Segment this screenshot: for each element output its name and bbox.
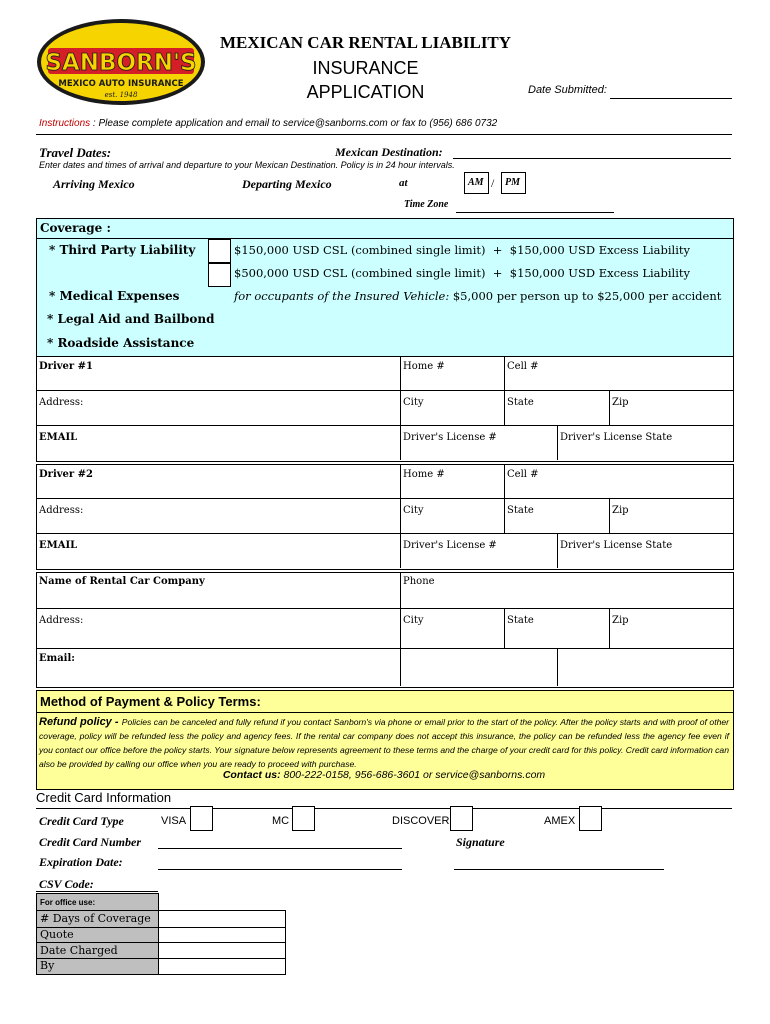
logo-tagline: MEXICO AUTO INSURANCE	[58, 79, 184, 89]
refund-policy-text: Policies can be canceled and fully refund if you contact Sanborn's via phone or email prior to the start of the policy. After the policy starts and with proof of other coverage, policy will be refunded less the policy and agency fees. If the rental car company does not accept this insurance, the policy can be refunded less the agency fee even if you contact our office before the policy starts. Your signature below represents agreement to these terms and the charge of your credit card for this policy. Credit card information can also be provided by calling our office when you are ready to proceed with purchase.	[39, 717, 730, 769]
date-submitted-field[interactable]	[610, 98, 732, 99]
driver2-address-label: Address:	[39, 505, 84, 516]
logo-name: SANBORN'S	[45, 50, 197, 76]
driver2-name-field[interactable]	[37, 482, 399, 497]
medical-desc-text: $5,000 per person up to $25,000 per accident	[449, 289, 722, 303]
driver2-email-field[interactable]	[37, 553, 399, 567]
instructions	[39, 118, 497, 129]
medical-desc-label: for occupants of the Insured Vehicle:	[234, 289, 450, 303]
driver2-state-label: State	[507, 505, 534, 516]
row-divider	[37, 958, 285, 959]
coverage-title: Coverage :	[40, 221, 111, 235]
rental-company-label: Name of Rental Car Company	[39, 576, 205, 587]
office-row-label: Quote	[40, 928, 74, 941]
rental-address-field[interactable]	[37, 628, 399, 647]
driver1-license-label: Driver's License #	[403, 432, 497, 443]
driver2-cell-label: Cell #	[507, 469, 539, 480]
refund-policy	[39, 715, 729, 771]
card-number-label: Credit Card Number	[39, 835, 142, 849]
travel-dates-title: Travel Dates:	[39, 145, 112, 160]
option1-checkbox[interactable]	[208, 239, 231, 263]
driver1-city-label: City	[403, 397, 424, 408]
driver2-address-field[interactable]	[37, 518, 399, 532]
amex-label: AMEX	[544, 815, 576, 827]
instructions-colon: :	[90, 118, 99, 129]
driver1-state-label: State	[507, 397, 534, 408]
col-divider	[609, 608, 610, 648]
am-box[interactable]	[464, 172, 489, 194]
rental-state-label: State	[507, 615, 534, 626]
row-divider	[37, 942, 285, 943]
mc-label: MC	[272, 815, 290, 827]
row-divider	[36, 498, 733, 499]
card-type-label: Credit Card Type	[39, 814, 124, 828]
rental-phone-label: Phone	[403, 576, 435, 587]
instructions-label: Instructions	[39, 118, 91, 129]
expiration-field[interactable]	[158, 869, 402, 870]
rental-company-field[interactable]	[37, 590, 399, 607]
driver2-title: Driver #2	[39, 469, 93, 480]
rental-zip-label: Zip	[612, 615, 629, 626]
contact-line	[36, 769, 732, 781]
credit-card-title: Credit Card Information	[36, 790, 172, 805]
travel-note: Enter dates and times of arrival and departure to your Mexican Destination. Policy is in 24 hour intervals.	[39, 160, 455, 170]
instructions-text: Please complete application and email to service@sanborns.com or fax to (956) 686 0732	[98, 118, 498, 129]
rental-email-field[interactable]	[37, 667, 399, 685]
third-party-label: * Third Party Liability	[49, 243, 196, 257]
driver1-address-label: Address:	[39, 397, 84, 408]
office-row-label: By	[40, 959, 55, 972]
logo-est: est. 1948	[104, 91, 138, 99]
row-divider	[36, 390, 733, 391]
time-zone-field[interactable]	[456, 212, 614, 213]
contact-label: Contact us:	[222, 769, 281, 781]
col-divider	[557, 533, 558, 568]
driver2-home-label: Home #	[403, 469, 445, 480]
mc-checkbox[interactable]	[292, 806, 315, 831]
csv-field[interactable]	[36, 891, 158, 892]
office-use-table	[36, 910, 286, 975]
col-divider	[400, 572, 401, 686]
row-divider	[36, 533, 733, 534]
office-row-label: # Days of Coverage	[40, 912, 151, 925]
col-divider	[400, 356, 401, 460]
col-divider	[557, 425, 558, 460]
driver1-license-state-label: Driver's License State	[560, 432, 673, 443]
coverage-title-divider	[36, 238, 733, 239]
driver1-email-field[interactable]	[37, 445, 399, 459]
refund-policy-label: Refund policy -	[39, 716, 122, 728]
visa-label: VISA	[161, 815, 187, 827]
col-divider	[609, 390, 610, 425]
driver1-address-field[interactable]	[37, 410, 399, 424]
driver2-license-label: Driver's License #	[403, 540, 497, 551]
legal-aid-label: * Legal Aid and Bailbond	[47, 312, 215, 326]
driver1-title: Driver #1	[39, 361, 93, 372]
row-divider	[37, 927, 285, 928]
at-label: at	[399, 177, 408, 189]
medical-label: * Medical Expenses	[49, 289, 180, 303]
col-divider	[504, 356, 505, 425]
card-number-field[interactable]	[158, 848, 402, 849]
am-pm-slash: /	[491, 176, 495, 190]
arriving-label: Arriving Mexico	[53, 177, 135, 191]
expiration-label: Expiration Date:	[39, 855, 123, 869]
coverage-option1: $150,000 USD CSL (combined single limit) + $150,000 USD Excess Liability	[234, 243, 691, 257]
office-use-title: For office use:	[40, 898, 96, 907]
driver2-email-label: EMAIL	[39, 540, 78, 551]
destination-label: Mexican Destination:	[335, 145, 443, 159]
csv-label: CSV Code:	[39, 877, 94, 891]
date-submitted-label: Date Submitted:	[528, 84, 607, 96]
col-divider	[609, 498, 610, 533]
col-divider	[557, 648, 558, 686]
roadside-label: * Roadside Assistance	[47, 336, 195, 350]
driver1-cell-label: Cell #	[507, 361, 539, 372]
signature-label: Signature	[456, 835, 505, 849]
time-zone-label: Time Zone	[404, 199, 449, 210]
pm-label: PM	[505, 177, 520, 188]
office-row-label: Date Charged	[40, 944, 118, 957]
row-divider	[36, 648, 733, 649]
visa-checkbox[interactable]	[190, 806, 213, 831]
driver1-email-label: EMAIL	[39, 432, 78, 443]
medical-description	[234, 289, 721, 303]
col-divider	[504, 464, 505, 533]
am-label: AM	[468, 177, 484, 188]
row-divider	[36, 425, 733, 426]
divider	[36, 134, 732, 135]
discover-label: DISCOVER	[392, 815, 450, 827]
discover-checkbox[interactable]	[450, 806, 473, 831]
row-divider	[36, 712, 733, 713]
coverage-option2: $500,000 USD CSL (combined single limit) + $150,000 USD Excess Liability	[234, 266, 691, 280]
driver2-license-state-label: Driver's License State	[560, 540, 673, 551]
col-divider	[504, 608, 505, 648]
row-divider	[36, 808, 732, 809]
driver1-home-label: Home #	[403, 361, 445, 372]
row-divider	[36, 608, 733, 609]
driver2-zip-label: Zip	[612, 505, 629, 516]
payment-title: Method of Payment & Policy Terms:	[40, 694, 261, 709]
destination-field[interactable]	[453, 158, 731, 159]
form-title-line3: APPLICATION	[306, 82, 425, 102]
rental-city-label: City	[403, 615, 424, 626]
rental-email-label: Email:	[39, 653, 75, 664]
col-divider	[400, 464, 401, 568]
driver2-city-label: City	[403, 505, 424, 516]
departing-label: Departing Mexico	[242, 177, 332, 191]
sanborns-logo	[36, 18, 206, 106]
amex-checkbox[interactable]	[579, 806, 602, 831]
form-title-line1: MEXICAN CAR RENTAL LIABILITY	[219, 33, 512, 52]
contact-text: 800-222-0158, 956-686-3601 or service@sanborns.com	[283, 769, 546, 781]
form-title-line2: INSURANCE	[312, 58, 419, 78]
pm-box[interactable]	[501, 172, 526, 194]
driver1-zip-label: Zip	[612, 397, 629, 408]
option2-checkbox[interactable]	[208, 263, 231, 287]
driver1-name-field[interactable]	[37, 374, 399, 389]
rental-address-label: Address:	[39, 615, 84, 626]
signature-field[interactable]	[454, 869, 664, 870]
